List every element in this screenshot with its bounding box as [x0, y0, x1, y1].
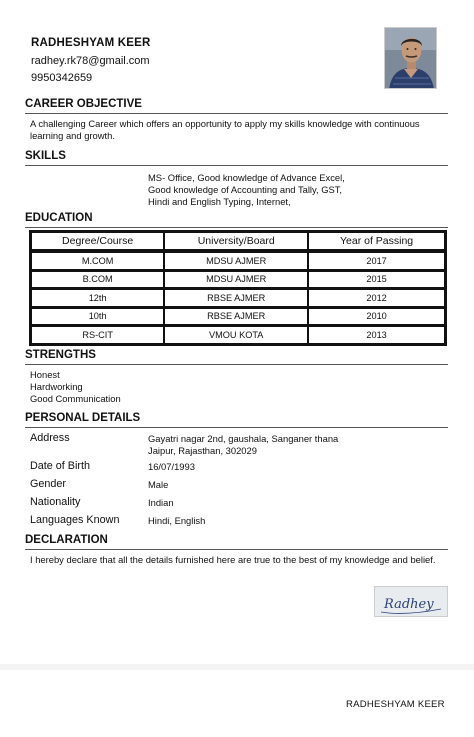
skills-list [148, 172, 408, 208]
education-heading: EDUCATION [25, 212, 93, 224]
degree-cell: RS-CIT [31, 325, 164, 344]
detail-label: Nationality [30, 496, 81, 508]
table-row [31, 307, 445, 326]
table-row [31, 325, 445, 344]
detail-label: Address [30, 432, 70, 444]
column-header-degree: Degree/Course [31, 232, 164, 251]
list-item: Honest [30, 369, 60, 380]
column-header-year: Year of Passing [308, 232, 445, 251]
footer-name: RADHESHYAM KEER [346, 699, 445, 710]
year-cell: 2012 [308, 288, 445, 307]
career-objective-text: A challenging Career which offers an opportunity to apply my skills knowledge with continuous learning and growth. [30, 118, 420, 141]
degree-cell: 12th [31, 288, 164, 307]
year-cell: 2013 [308, 325, 445, 344]
address-line-2: Jaipur, Rajasthan, 302029 [148, 444, 257, 456]
degree-cell: B.COM [31, 270, 164, 289]
detail-value: Indian [148, 497, 174, 508]
skills-heading: SKILLS [25, 150, 66, 162]
list-item: Hardworking [30, 381, 83, 392]
second-page [0, 670, 474, 737]
detail-value: 16/07/1993 [148, 461, 195, 472]
detail-label: Gender [30, 478, 67, 490]
table-header-row [31, 232, 445, 251]
declaration-heading: DECLARATION [25, 534, 108, 546]
person-portrait-icon [385, 28, 437, 89]
section-divider [25, 364, 448, 365]
table-row [31, 288, 445, 307]
address-line-1: Gayatri nagar 2nd, gaushala, Sanganer thana [148, 433, 339, 444]
skills-line: MS- Office, Good knowledge of Advance Excel, [148, 172, 345, 183]
svg-text:Radhey: Radhey [384, 597, 434, 612]
strengths-heading: STRENGTHS [25, 349, 96, 361]
section-divider [25, 427, 448, 428]
detail-value [148, 433, 448, 456]
profile-photo [384, 27, 437, 89]
section-divider [25, 227, 448, 228]
career-objective-heading: CAREER OBJECTIVE [25, 98, 142, 110]
university-cell: MDSU AJMER [164, 251, 308, 270]
strengths-list [30, 369, 121, 405]
university-cell: RBSE AJMER [164, 307, 308, 326]
declaration-text: I hereby declare that all the details furnished here are true to the best of my knowledge and belief. [30, 554, 436, 565]
table-row [31, 270, 445, 289]
skills-line: Hindi and English Typing, Internet, [148, 196, 291, 207]
detail-value: Hindi, English [148, 515, 206, 526]
handwritten-signature-icon [375, 587, 448, 617]
university-cell: RBSE AJMER [164, 288, 308, 307]
year-cell: 2010 [308, 307, 445, 326]
phone-number: 9950342659 [31, 72, 93, 84]
table-row [31, 251, 445, 270]
year-cell: 2015 [308, 270, 445, 289]
section-divider [25, 549, 448, 550]
degree-cell: M.COM [31, 251, 164, 270]
skills-line: Good knowledge of Accounting and Tally, GST, [148, 184, 343, 195]
section-divider [25, 165, 448, 166]
university-cell: MDSU AJMER [164, 270, 308, 289]
signature-image [374, 586, 448, 617]
email-address: radhey.rk78@gmail.com [31, 55, 150, 67]
list-item: Good Communication [30, 393, 121, 404]
education-table [29, 230, 447, 346]
section-divider [25, 113, 448, 114]
detail-value: Male [148, 479, 169, 490]
personal-details-heading: PERSONAL DETAILS [25, 412, 141, 424]
candidate-name: RADHESHYAM KEER [31, 37, 151, 49]
year-cell: 2017 [308, 251, 445, 270]
university-cell: VMOU KOTA [164, 325, 308, 344]
column-header-university: University/Board [164, 232, 308, 251]
detail-label: Date of Birth [30, 460, 91, 472]
detail-label: Languages Known [30, 514, 120, 526]
degree-cell: 10th [31, 307, 164, 326]
